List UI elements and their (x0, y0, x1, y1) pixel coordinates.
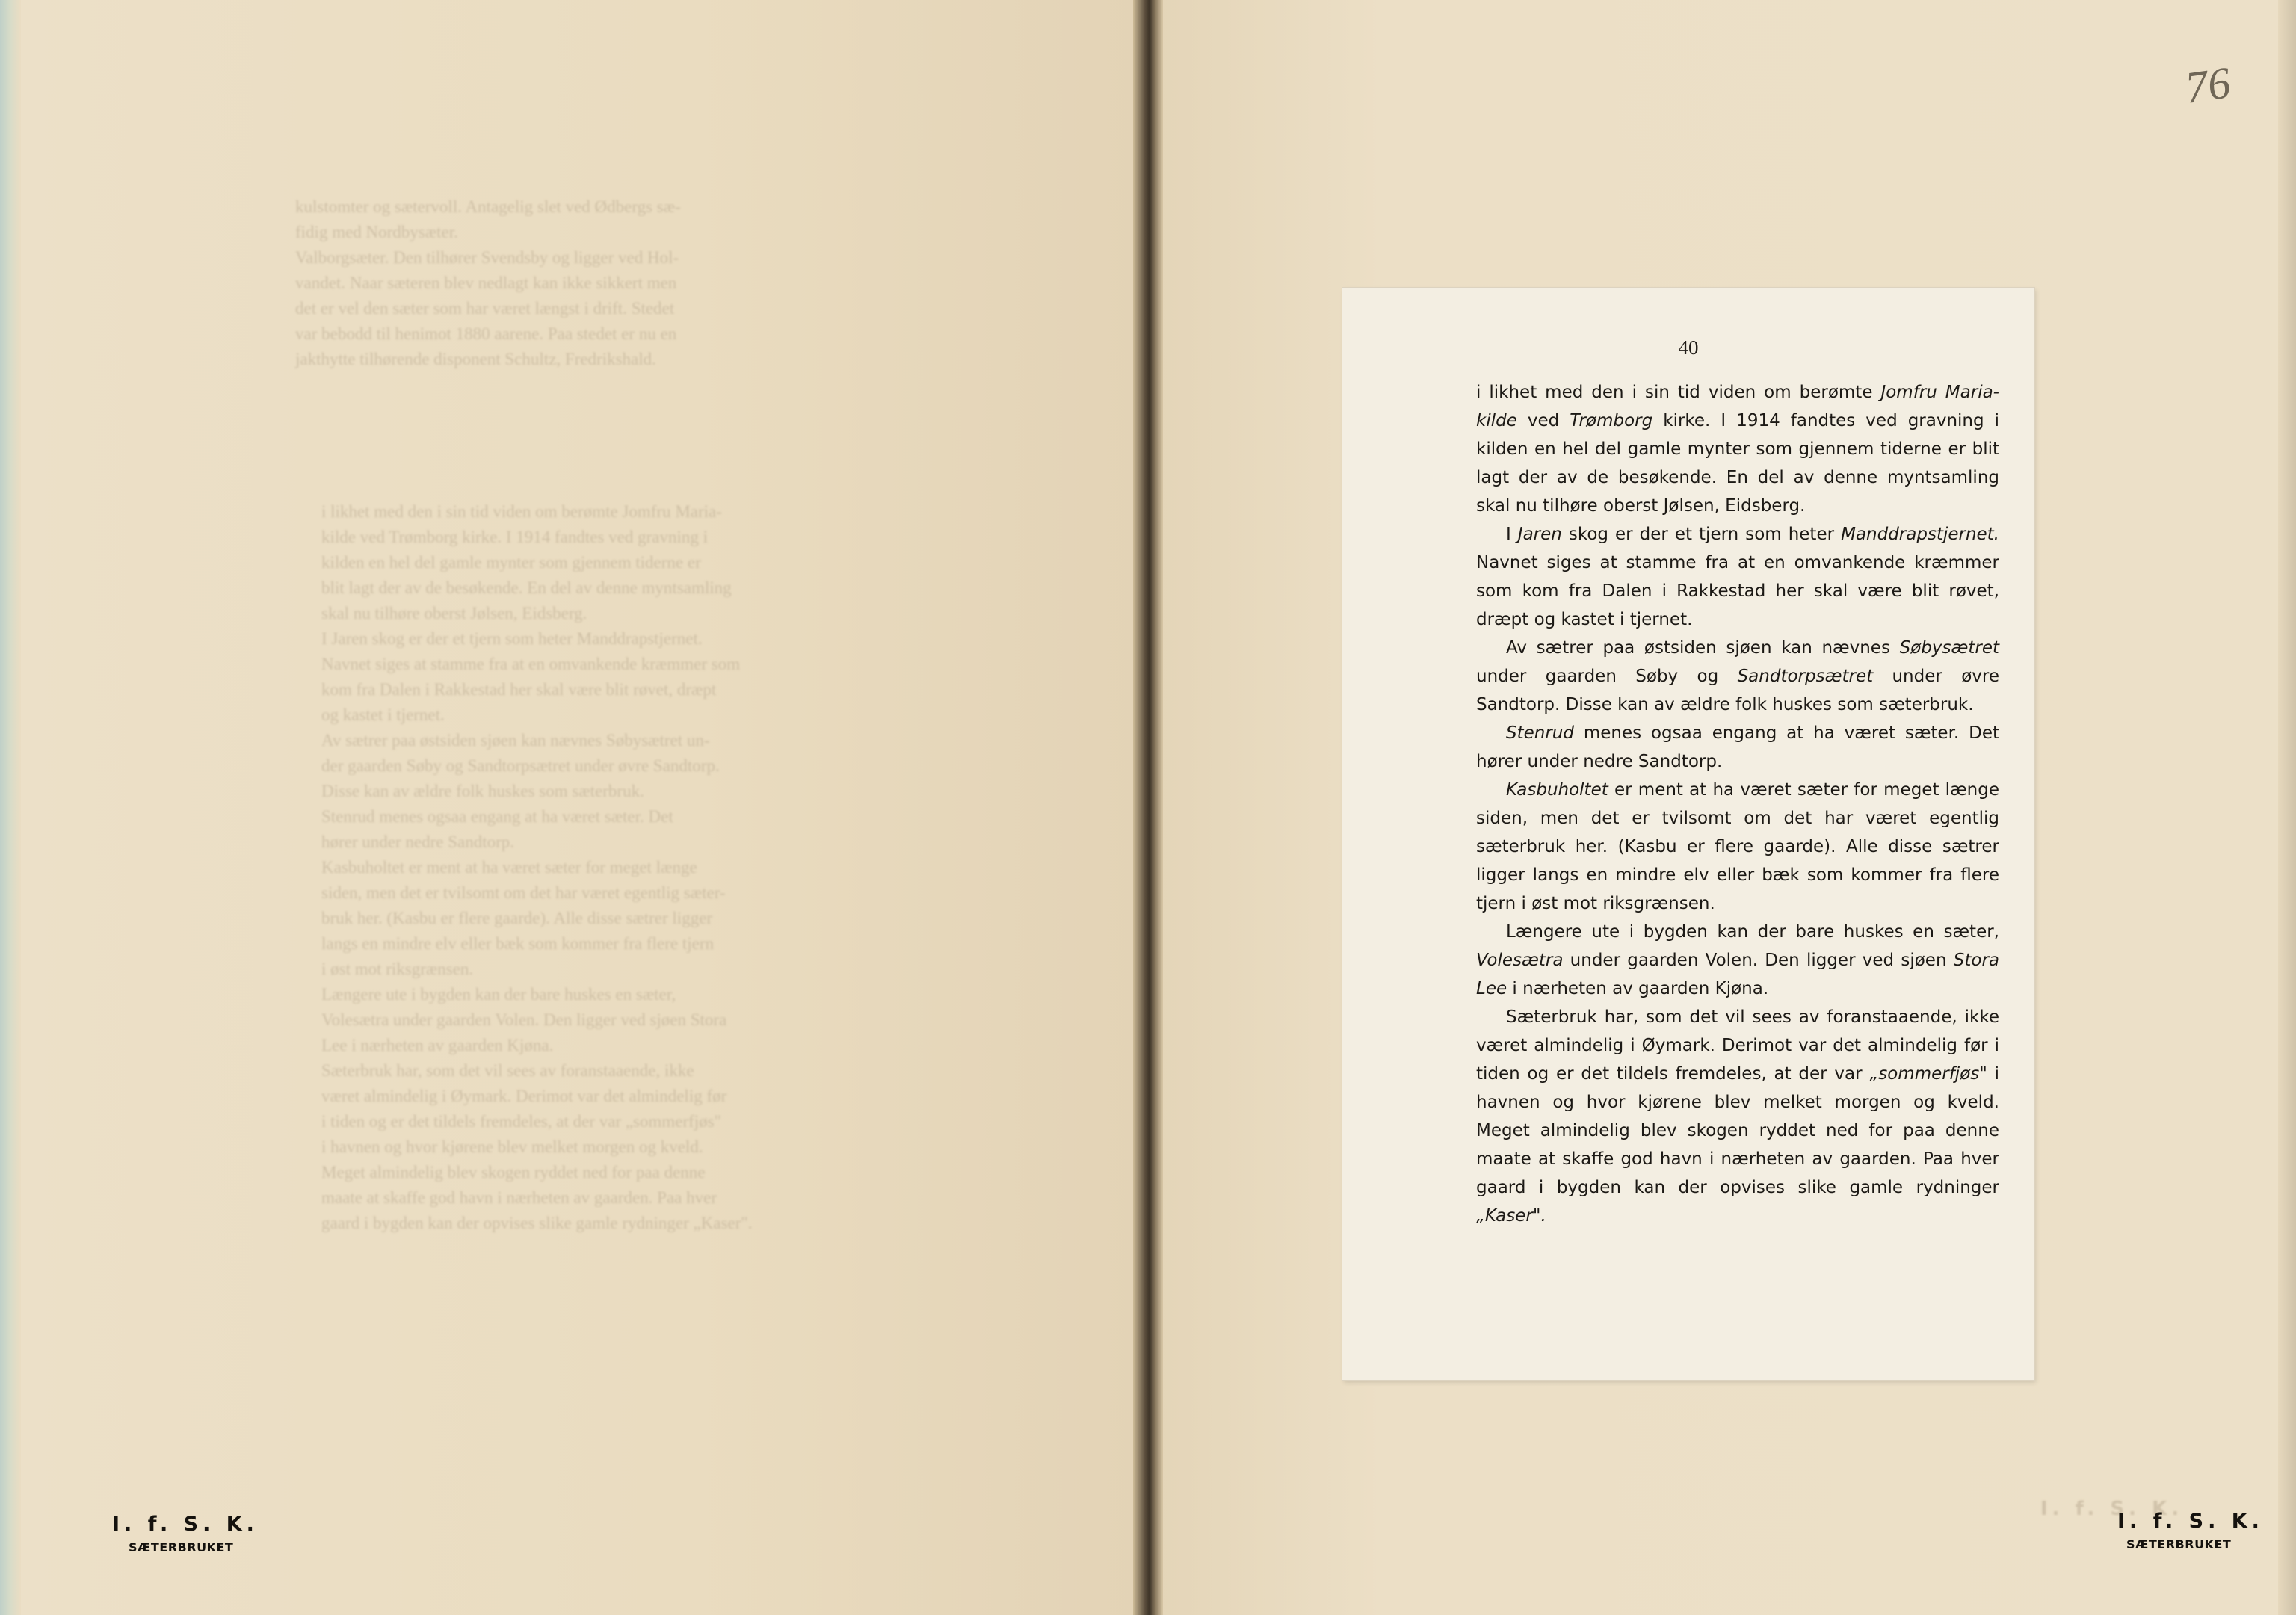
folio-number: 76 (2182, 58, 2234, 113)
text-run: kirke. I 1914 fandtes ved gravning i kilden en hel del gamle mynter som gjennem tiderne er blit lagt der av de besøkende. En del av denne myntsamling skal nu tilhøre oberst Jølsen, Eidsberg. (1476, 411, 2000, 516)
show-through-line: i øst mot riksgrænsen. (321, 960, 474, 978)
show-through-line: skal nu tilhøre oberst Jølsen, Eidsberg. (321, 604, 587, 623)
text-run: ved (1516, 411, 1570, 430)
italic-place-name: Kasbuholtet (1506, 780, 1608, 800)
paragraph (1476, 1003, 1999, 1230)
show-through-line: i havnen og hvor kjørene blev melket morgen og kveld. (321, 1137, 703, 1156)
archive-stamp-left (112, 1513, 259, 1554)
text-run: under øvre Sandtorp. Disse kan av ældre folk huskes som sæterbruk. (1476, 667, 1999, 714)
text-run: under gaarden Volen. Den ligger ved sjøen (1563, 951, 1954, 970)
italic-place-name: Jomfru Maria-kilde (1476, 383, 1999, 430)
show-through-line: fidig med Nordbysæter. (295, 223, 458, 241)
italic-place-name: Sandtorpsætret (1737, 667, 1874, 686)
paragraph (1476, 378, 1999, 520)
page-number: 40 (1678, 336, 1699, 359)
italic-place-name: „Kaser". (1476, 1206, 1546, 1226)
show-through-line: jakthytte tilhørende disponent Schultz, Fredrikshald. (295, 350, 656, 368)
paragraph (1476, 719, 1999, 776)
show-through-text-top (295, 194, 833, 372)
show-through-line: været almindelig i Øymark. Derimot var det almindelig før (321, 1087, 727, 1105)
faint-stamp: I. f. S. K. (2040, 1498, 2184, 1520)
stamp-title: I. f. S. K. (112, 1513, 259, 1536)
show-through-line: gaard i bygden kan der opvises slike gamle rydninger „Kaser". (321, 1214, 753, 1232)
stamp-subtitle: SÆTERBRUKET (2126, 1537, 2232, 1551)
stamp-subtitle: SÆTERBRUKET (129, 1540, 234, 1554)
paragraph (1476, 918, 1999, 1003)
show-through-line: kulstomter og sætervoll. Antagelig slet ved Ødbergs sæ- (295, 197, 681, 216)
show-through-line: Volesætra under gaarden Volen. Den ligger ved sjøen Stora (321, 1010, 727, 1029)
book-spine (1133, 0, 1163, 1615)
text-run: Længere ute i bygden kan der bare huskes en sæter, (1506, 922, 1999, 942)
show-through-line: kilde ved Trømborg kirke. I 1914 fandtes ved gravning i (321, 528, 709, 546)
show-through-line: blit lagt der av de besøkende. En del av denne myntsamling (321, 578, 732, 597)
show-through-text-main (321, 499, 860, 1236)
show-through-line: Stenrud menes ogsaa engang at ha været sæter. Det (321, 807, 673, 826)
italic-place-name: Trømborg (1570, 411, 1653, 430)
text-run: Navnet siges at stamme fra at en omvankende kræmmer som kom fra Dalen i Rakkestad her skal være blit røvet, dræpt og kastet i tjernet. (1476, 553, 1999, 629)
stamp-title: I. f. S. K. (2117, 1510, 2264, 1533)
show-through-line: Meget almindelig blev skogen ryddet ned for paa denne (321, 1163, 706, 1182)
italic-place-name: Stora Lee (1476, 951, 1999, 998)
italic-place-name: „sommerfjøs" (1869, 1064, 1987, 1084)
show-through-line: bruk her. (Kasbu er flere gaarde). Alle disse sætrer ligger (321, 909, 713, 927)
show-through-line: Valborgsæter. Den tilhører Svendsby og ligger ved Hol- (295, 248, 679, 267)
text-run: skog er der et tjern som heter (1561, 525, 1842, 544)
text-run: er ment at ha været sæter for meget længe siden, men det er tvilsomt om det har været egentlig sæterbruk her. (Kasbu er flere gaarde). Alle disse sætrer ligger langs en mindre elv eller bæk som kommer fra flere tjern i øst mot riksgrænsen. (1476, 780, 1999, 913)
show-through-line: kom fra Dalen i Rakkestad her skal være blit røvet, dræpt (321, 680, 717, 699)
show-through-line: langs en mindre elv eller bæk som kommer fra flere tjern (321, 934, 714, 953)
show-through-line: Lee i nærheten av gaarden Kjøna. (321, 1036, 554, 1054)
text-run: i havnen og hvor kjørene blev melket morgen og kveld. Meget almindelig blev skogen ryddet ned for paa denne maate at skaffe god havn i nærheten av gaarden. Paa hver gaard i bygden kan der opvises slike gamle rydninger (1476, 1064, 2000, 1197)
text-run: i nærheten av gaarden Kjøna. (1507, 979, 1769, 998)
italic-place-name: Jaren (1517, 525, 1562, 544)
show-through-line: maate at skaffe god havn i nærheten av gaarden. Paa hver (321, 1188, 717, 1207)
text-run: menes ogsaa engang at ha været sæter. Det hører under nedre Sandtorp. (1476, 723, 1999, 771)
show-through-line: i likhet med den i sin tid viden om berømte Jomfru Maria- (321, 502, 722, 521)
clipping-body-text (1476, 378, 1999, 1230)
show-through-line: og kastet i tjernet. (321, 705, 445, 724)
show-through-line: Længere ute i bygden kan der bare huskes en sæter, (321, 985, 676, 1004)
italic-place-name: Manddrapstjernet. (1841, 525, 1999, 544)
show-through-line: der gaarden Søby og Sandtorpsætret under øvre Sandtorp. (321, 756, 720, 775)
text-run: i likhet med den i sin tid viden om berømte (1476, 383, 1881, 402)
show-through-line: hører under nedre Sandtorp. (321, 833, 515, 851)
show-through-line: Kasbuholtet er ment at ha været sæter for meget længe (321, 858, 697, 877)
italic-place-name: Volesætra (1476, 951, 1564, 970)
left-page-edge (0, 0, 21, 1615)
paragraph (1476, 776, 1999, 918)
right-page-edge (2278, 0, 2296, 1615)
show-through-line: var bebodd til henimot 1880 aarene. Paa stedet er nu en (295, 324, 677, 343)
archive-stamp-right (2117, 1510, 2264, 1551)
italic-place-name: Søbysætret (1899, 638, 1999, 658)
text-run: Av sætrer paa østsiden sjøen kan nævnes (1506, 638, 1900, 658)
show-through-line: Sæterbruk har, som det vil sees av foranstaaende, ikke (321, 1061, 694, 1080)
show-through-line: vandet. Naar sæteren blev nedlagt kan ikke sikkert men (295, 274, 677, 292)
show-through-line: Disse kan av ældre folk huskes som sæterbruk. (321, 782, 644, 800)
pasted-clipping (1342, 288, 2034, 1380)
paragraph (1476, 634, 1999, 719)
paragraph (1476, 520, 1999, 634)
show-through-line: I Jaren skog er der et tjern som heter Manddrapstjernet. (321, 629, 703, 648)
show-through-line: Av sætrer paa østsiden sjøen kan nævnes Søbysætret un- (321, 731, 710, 750)
italic-place-name: Stenrud (1506, 723, 1574, 743)
show-through-line: det er vel den sæter som har været længst i drift. Stedet (295, 299, 675, 318)
show-through-line: i tiden og er det tildels fremdeles, at der var „sommerfjøs" (321, 1112, 722, 1131)
show-through-line: kilden en hel del gamle mynter som gjennem tiderne er (321, 553, 701, 572)
text-run: I (1506, 525, 1518, 544)
text-run: under gaarden Søby og (1476, 667, 1738, 686)
show-through-line: siden, men det er tvilsomt om det har været egentlig sæter- (321, 883, 726, 902)
show-through-line: Navnet siges at stamme fra at en omvankende kræmmer som (321, 655, 741, 673)
text-run: Sæterbruk har, som det vil sees av foranstaaende, ikke været almindelig i Øymark. Derimot var det almindelig før i tiden og er det tildels fremdeles, at der var (1476, 1007, 1999, 1084)
